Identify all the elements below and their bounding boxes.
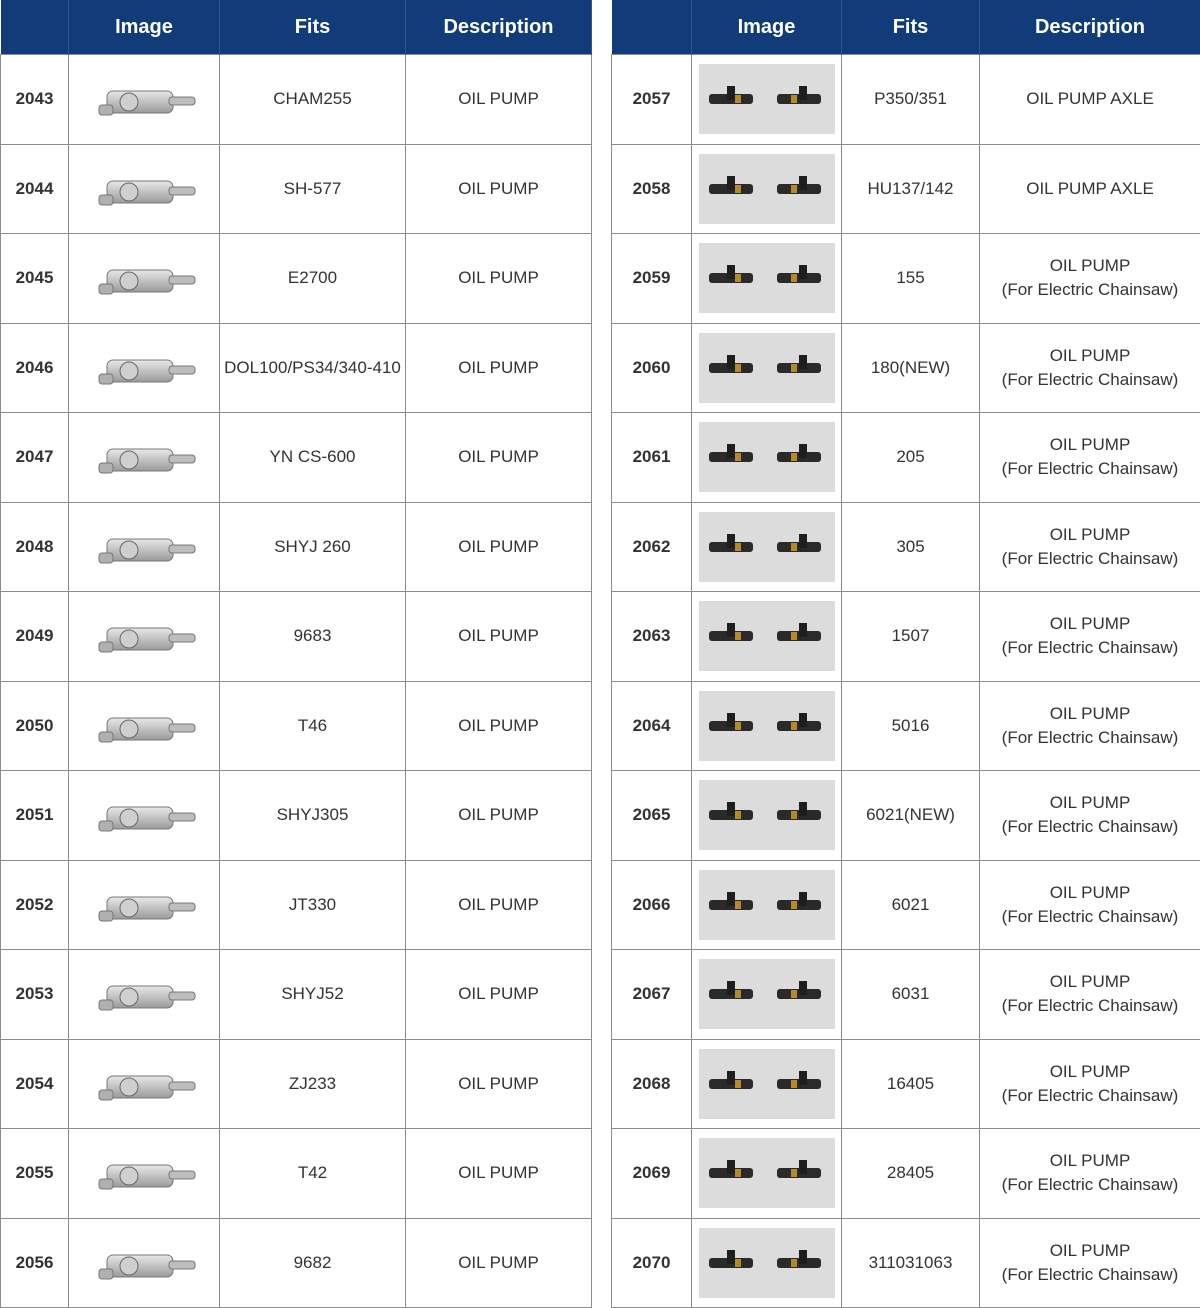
part-number: 2043 — [1, 55, 69, 145]
oil-pump-part-icon — [69, 413, 219, 501]
part-image — [69, 681, 220, 771]
table-row — [1, 1039, 592, 1129]
oil-pump-part-icon — [69, 1219, 219, 1307]
description-text: OIL PUMP AXLE — [1026, 178, 1154, 198]
parts-table-left — [0, 0, 592, 1308]
oil-pump-part-icon — [69, 861, 219, 949]
oil-pump-part-icon — [69, 1040, 219, 1128]
table-row — [1, 55, 592, 145]
description-cell — [406, 502, 592, 592]
part-number: 2060 — [612, 323, 692, 413]
part-number: 2062 — [612, 502, 692, 592]
description-cell — [980, 144, 1200, 234]
part-image — [69, 55, 220, 145]
electric-pump-part-icon — [699, 780, 835, 850]
description-cell — [406, 144, 592, 234]
part-number: 2044 — [1, 144, 69, 234]
table-row — [1, 144, 592, 234]
description-text: OIL PUMP — [1049, 882, 1131, 902]
table-row — [612, 1039, 1200, 1129]
oil-pump-part-icon — [69, 503, 219, 591]
description-subtext: (For Electric Chainsaw) — [1001, 817, 1179, 837]
description-cell — [980, 592, 1200, 682]
description-text: OIL PUMP — [458, 1073, 539, 1093]
description-subtext: (For Electric Chainsaw) — [1001, 459, 1179, 479]
fits-cell: ZJ233 — [220, 1039, 406, 1129]
fits-cell: 9682 — [220, 1218, 406, 1308]
fits-cell: 155 — [842, 234, 980, 324]
description-subtext: (For Electric Chainsaw) — [1001, 548, 1179, 568]
fits-cell: CHAM255 — [220, 55, 406, 145]
description-cell — [406, 950, 592, 1040]
description-cell — [406, 1129, 592, 1219]
part-image — [69, 234, 220, 324]
oil-pump-part-icon — [69, 682, 219, 770]
part-image — [692, 1129, 842, 1219]
description-text: OIL PUMP — [458, 357, 539, 377]
table-row — [1, 771, 592, 861]
part-image — [692, 681, 842, 771]
description-text: OIL PUMP — [1049, 345, 1131, 365]
part-image — [692, 144, 842, 234]
fits-cell: 28405 — [842, 1129, 980, 1219]
electric-pump-part-icon — [699, 601, 835, 671]
part-number: 2053 — [1, 950, 69, 1040]
description-cell — [406, 55, 592, 145]
part-number: 2065 — [612, 771, 692, 861]
description-text: OIL PUMP — [458, 715, 539, 735]
description-subtext: (For Electric Chainsaw) — [1001, 1264, 1179, 1284]
description-text: OIL PUMP — [1049, 256, 1131, 276]
part-image — [692, 1039, 842, 1129]
oil-pump-part-icon — [69, 55, 219, 143]
description-cell — [980, 681, 1200, 771]
fits-cell: 9683 — [220, 592, 406, 682]
part-image — [69, 771, 220, 861]
description-cell — [406, 771, 592, 861]
part-image — [69, 413, 220, 503]
fits-cell: SHYJ 260 — [220, 502, 406, 592]
oil-pump-part-icon — [69, 234, 219, 322]
table-row — [1, 950, 592, 1040]
electric-pump-part-icon — [699, 1228, 835, 1298]
fits-cell: 5016 — [842, 681, 980, 771]
electric-pump-part-icon — [699, 154, 835, 224]
fits-cell: SHYJ305 — [220, 771, 406, 861]
part-number: 2056 — [1, 1218, 69, 1308]
part-image — [692, 592, 842, 682]
part-image — [69, 502, 220, 592]
electric-pump-part-icon — [699, 422, 835, 492]
parts-table-right — [611, 0, 1200, 1308]
part-number: 2048 — [1, 502, 69, 592]
part-image — [692, 502, 842, 592]
part-image — [69, 1218, 220, 1308]
description-subtext: (For Electric Chainsaw) — [1001, 996, 1179, 1016]
part-number: 2055 — [1, 1129, 69, 1219]
table-row — [1, 681, 592, 771]
description-text: OIL PUMP — [458, 178, 539, 198]
part-number: 2054 — [1, 1039, 69, 1129]
header-number — [612, 0, 692, 55]
table-row — [1, 860, 592, 950]
description-subtext: (For Electric Chainsaw) — [1001, 280, 1179, 300]
electric-pump-part-icon — [699, 64, 835, 134]
part-image — [692, 413, 842, 503]
electric-pump-part-icon — [699, 870, 835, 940]
oil-pump-part-icon — [69, 145, 219, 233]
description-text: OIL PUMP — [1049, 1240, 1131, 1260]
fits-cell: 6021 — [842, 860, 980, 950]
description-cell — [980, 1218, 1200, 1308]
description-cell — [406, 860, 592, 950]
oil-pump-part-icon — [69, 771, 219, 859]
fits-cell: SH-577 — [220, 144, 406, 234]
part-number: 2070 — [612, 1218, 692, 1308]
table-row — [612, 413, 1200, 503]
table-row — [1, 323, 592, 413]
header-image: Image — [69, 0, 220, 55]
electric-pump-part-icon — [699, 959, 835, 1029]
fits-cell: DOL100/PS34/340-410 — [220, 323, 406, 413]
description-cell — [980, 413, 1200, 503]
description-subtext: (For Electric Chainsaw) — [1001, 1085, 1179, 1105]
description-cell — [406, 1218, 592, 1308]
description-cell — [980, 771, 1200, 861]
description-text: OIL PUMP — [1049, 1151, 1131, 1171]
description-cell — [980, 323, 1200, 413]
table-row — [1, 234, 592, 324]
part-number: 2050 — [1, 681, 69, 771]
description-text: OIL PUMP AXLE — [1026, 89, 1154, 109]
fits-cell: 6031 — [842, 950, 980, 1040]
description-text: OIL PUMP — [1049, 972, 1131, 992]
description-text: OIL PUMP — [1049, 435, 1131, 455]
fits-cell: 205 — [842, 413, 980, 503]
fits-cell: 16405 — [842, 1039, 980, 1129]
part-image — [69, 144, 220, 234]
table-row — [1, 413, 592, 503]
description-cell — [406, 323, 592, 413]
part-image — [69, 860, 220, 950]
table-row — [1, 502, 592, 592]
oil-pump-part-icon — [69, 592, 219, 680]
electric-pump-part-icon — [699, 1138, 835, 1208]
part-number: 2045 — [1, 234, 69, 324]
table-row — [612, 323, 1200, 413]
description-text: OIL PUMP — [458, 447, 539, 467]
description-subtext: (For Electric Chainsaw) — [1001, 369, 1179, 389]
part-number: 2058 — [612, 144, 692, 234]
description-text: OIL PUMP — [458, 984, 539, 1004]
table-row — [612, 771, 1200, 861]
table-row — [612, 681, 1200, 771]
electric-pump-part-icon — [699, 1049, 835, 1119]
fits-cell: HU137/142 — [842, 144, 980, 234]
description-subtext: (For Electric Chainsaw) — [1001, 727, 1179, 747]
description-text: OIL PUMP — [458, 626, 539, 646]
fits-cell: T42 — [220, 1129, 406, 1219]
description-text: OIL PUMP — [1049, 1061, 1131, 1081]
table-row — [612, 55, 1200, 145]
description-cell — [980, 234, 1200, 324]
header-fits: Fits — [220, 0, 406, 55]
fits-cell: T46 — [220, 681, 406, 771]
table-row — [612, 860, 1200, 950]
header-description: Description — [406, 0, 592, 55]
part-image — [69, 323, 220, 413]
table-row — [612, 592, 1200, 682]
part-image — [692, 323, 842, 413]
description-subtext: (For Electric Chainsaw) — [1001, 638, 1179, 658]
fits-cell: 1507 — [842, 592, 980, 682]
oil-pump-part-icon — [69, 324, 219, 412]
part-image — [69, 1039, 220, 1129]
part-number: 2051 — [1, 771, 69, 861]
table-row — [612, 502, 1200, 592]
table-header-row — [612, 0, 1200, 55]
description-cell — [980, 55, 1200, 145]
header-image: Image — [692, 0, 842, 55]
table-row — [612, 234, 1200, 324]
electric-pump-part-icon — [699, 691, 835, 761]
part-number: 2061 — [612, 413, 692, 503]
part-image — [69, 950, 220, 1040]
electric-pump-part-icon — [699, 333, 835, 403]
part-number: 2063 — [612, 592, 692, 682]
part-image — [692, 771, 842, 861]
description-text: OIL PUMP — [1049, 703, 1131, 723]
description-cell — [980, 860, 1200, 950]
table-row — [612, 950, 1200, 1040]
fits-cell: 180(NEW) — [842, 323, 980, 413]
table-row — [612, 1218, 1200, 1308]
description-text: OIL PUMP — [458, 805, 539, 825]
description-text: OIL PUMP — [458, 1163, 539, 1183]
part-image — [692, 234, 842, 324]
fits-cell: YN CS-600 — [220, 413, 406, 503]
description-text: OIL PUMP — [1049, 614, 1131, 634]
table-row — [612, 144, 1200, 234]
electric-pump-part-icon — [699, 243, 835, 313]
part-image — [692, 55, 842, 145]
header-description: Description — [980, 0, 1200, 55]
oil-pump-part-icon — [69, 1129, 219, 1217]
description-text: OIL PUMP — [1049, 524, 1131, 544]
fits-cell: 311031063 — [842, 1218, 980, 1308]
part-image — [69, 1129, 220, 1219]
fits-cell: 305 — [842, 502, 980, 592]
fits-cell: JT330 — [220, 860, 406, 950]
fits-cell: SHYJ52 — [220, 950, 406, 1040]
part-number: 2068 — [612, 1039, 692, 1129]
fits-cell: E2700 — [220, 234, 406, 324]
part-image — [692, 860, 842, 950]
table-row — [612, 1129, 1200, 1219]
table-row — [1, 1129, 592, 1219]
description-text: OIL PUMP — [458, 894, 539, 914]
table-header-row — [1, 0, 592, 55]
part-number: 2046 — [1, 323, 69, 413]
description-cell — [980, 950, 1200, 1040]
oil-pump-part-icon — [69, 950, 219, 1038]
electric-pump-part-icon — [699, 512, 835, 582]
part-number: 2049 — [1, 592, 69, 682]
part-number: 2067 — [612, 950, 692, 1040]
part-image — [692, 950, 842, 1040]
part-image — [692, 1218, 842, 1308]
header-fits: Fits — [842, 0, 980, 55]
description-text: OIL PUMP — [458, 536, 539, 556]
part-image — [69, 592, 220, 682]
header-number — [1, 0, 69, 55]
part-number: 2057 — [612, 55, 692, 145]
description-cell — [980, 1129, 1200, 1219]
description-subtext: (For Electric Chainsaw) — [1001, 1175, 1179, 1195]
description-cell — [406, 413, 592, 503]
part-number: 2069 — [612, 1129, 692, 1219]
description-cell — [980, 502, 1200, 592]
fits-cell: P350/351 — [842, 55, 980, 145]
part-number: 2066 — [612, 860, 692, 950]
table-row — [1, 1218, 592, 1308]
description-subtext: (For Electric Chainsaw) — [1001, 906, 1179, 926]
description-text: OIL PUMP — [1049, 793, 1131, 813]
description-text: OIL PUMP — [458, 1252, 539, 1272]
description-cell — [406, 681, 592, 771]
description-cell — [980, 1039, 1200, 1129]
part-number: 2047 — [1, 413, 69, 503]
fits-cell: 6021(NEW) — [842, 771, 980, 861]
description-cell — [406, 1039, 592, 1129]
part-number: 2064 — [612, 681, 692, 771]
part-number: 2052 — [1, 860, 69, 950]
table-row — [1, 592, 592, 682]
part-number: 2059 — [612, 234, 692, 324]
description-cell — [406, 234, 592, 324]
description-text: OIL PUMP — [458, 89, 539, 109]
description-cell — [406, 592, 592, 682]
description-text: OIL PUMP — [458, 268, 539, 288]
